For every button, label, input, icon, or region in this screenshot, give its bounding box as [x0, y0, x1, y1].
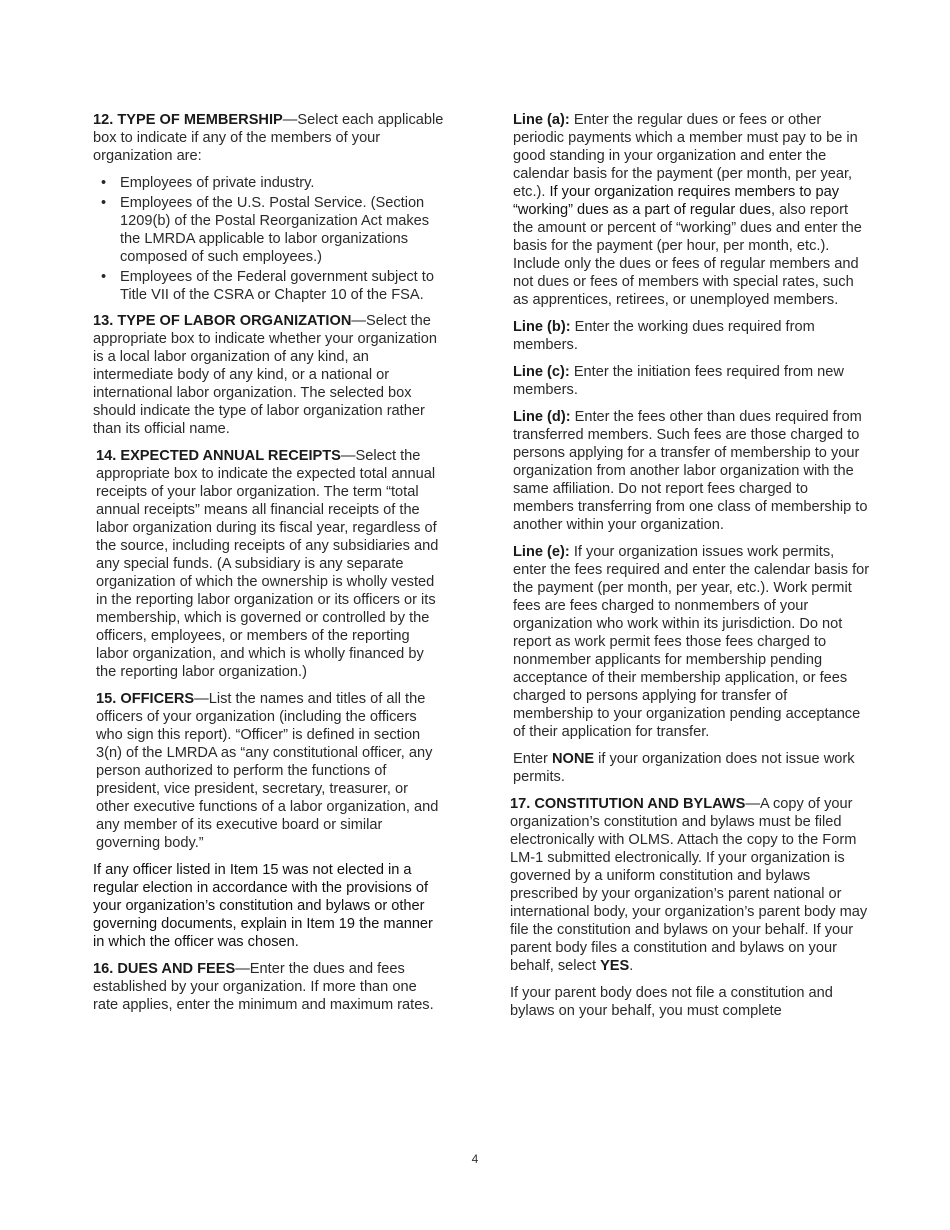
section-13-text: —Select the appropriate box to indicate whether your organization is a local labor organization of any kind, an intermediate body of any kind, or a national or international labor organization. The selected box should indicate the type of labor organization rather than its official name. [93, 313, 437, 437]
line-c-text: Enter the initiation fees required from new members. [513, 364, 844, 398]
section-13-heading: 13. TYPE OF LABOR ORGANIZATION [93, 313, 352, 329]
section-17-text: —A copy of your organization’s constitution and bylaws must be filed electronically with OLMS. Attach the copy to the Form LM-1 submitted electronically. If your organization is governed by a uniform constitution and bylaws prescribed by your organization’s parent national or international body, your organization’s parent body may file the constitution and bylaws on your behalf. If your parent body files a constitution and bylaws on your behalf, select [510, 796, 868, 974]
line-b [510, 318, 870, 354]
bullet-icon: • [101, 195, 107, 211]
line-e-label: Line (e): [513, 544, 570, 560]
section-14 [93, 447, 445, 681]
section-17-continued: If your parent body does not file a constitution and bylaws on your behalf, you must complete [510, 985, 833, 1019]
list-item [93, 268, 445, 304]
section-16-heading: 16. DUES AND FEES [93, 961, 236, 977]
section-17-heading: 17. CONSTITUTION AND BYLAWS [510, 796, 746, 812]
section-12-heading: 12. TYPE OF MEMBERSHIP [93, 112, 283, 128]
list-item-text: Employees of the U.S. Postal Service. (Section 1209(b) of the Postal Reorganization Act makes the LMRDA applicable to labor organizations composed of such employees.) [120, 195, 430, 265]
line-c-label: Line (c): [513, 364, 570, 380]
section-12-intro [93, 111, 445, 165]
right-column [510, 111, 870, 1029]
list-item [93, 194, 445, 266]
section-14-text: —Select the appropriate box to indicate the expected total annual receipts of your labor organization. The term “total annual receipts” means all financial receipts of the labor organization during its fiscal year, regardless of the source, including receipts of any subsidiaries and any special funds. (A subsidiary is any separate organization of which the ownership is wholly vested in the reporting labor organization or its officers or its membership, which is governed or controlled by the officers, employees, or members of the reporting labor organization, and which is wholly financed by the reporting labor organization.) [96, 448, 439, 680]
page-number: 4 [471, 1152, 479, 1166]
section-16-text: —Enter the dues and fees established by your organization. If more than one rate applies, enter the minimum and maximum rates. [93, 961, 434, 1013]
section-15 [93, 690, 445, 852]
section-15-note: If any officer listed in Item 15 was not elected in a regular election in accordance with the provisions of your organization’s constitution and bylaws or other governing documents, explain in Item 19 the manner in which the officer was chosen. [93, 862, 433, 950]
list-item-text: Employees of the Federal government subject to Title VII of the CSRA or Chapter 10 of the FSA. [120, 269, 434, 303]
line-d-label: Line (d): [513, 409, 571, 425]
none-note-post: if your organization does not issue work permits. [513, 751, 855, 785]
section-15-heading: 15. OFFICERS [96, 691, 195, 707]
line-a [510, 111, 870, 309]
none-note [510, 750, 870, 786]
line-b-label: Line (b): [513, 319, 571, 335]
bullet-icon: • [101, 175, 107, 191]
section-15-text: —List the names and titles of all the officers of your organization (including the officers who sign this report). “Officer” is defined in section 3(n) of the LMRDA as “any constitutional officer, any person authorized to perform the functions of president, vice president, secretary, treasurer, or other executive functions of a labor organization, and any member of its executive board or similar governing body.” [96, 691, 439, 851]
section-12-text: —Select each applicable box to indicate if any of the members of your organization are: [93, 112, 444, 164]
section-17 [510, 795, 870, 975]
line-d-text: Enter the fees other than dues required from transferred members. Such fees are those charged to persons applying for a transfer of membership to your organization from another labor organization with the same affiliation. Do not report fees charged to members transferring from one class of membership to another within your organization. [513, 409, 868, 533]
yes-keyword: YES [600, 958, 630, 974]
none-keyword: NONE [551, 751, 595, 767]
line-a-text-continued: , also report the amount or percent of “working” dues and enter the basis for the payment (per hour, per month, etc.). Include only the dues or fees of regular members and not dues or fees of members with special rates, such as apprentices, retirees, or unemployed members. [513, 202, 862, 308]
membership-list [93, 174, 445, 304]
line-d [510, 408, 870, 534]
list-item [93, 174, 445, 192]
line-e-text: If your organization issues work permits, enter the fees required and enter the calendar basis for the payment (per month, per year, etc.). Work permit fees are fees charged to nonmembers of your organization who work within its jurisdiction. Do not report as work permit fees those fees charged to nonmember applicants for membership pending acceptance of their membership application, or fees charged to persons applying for transfer of membership to your organization pending acceptance of their application for transfer. [513, 544, 870, 740]
line-a-working-dues-text: If your organization requires members to pay “working” dues as a part of regular dues [513, 184, 840, 218]
section-17-end: . [629, 958, 634, 974]
section-16 [93, 960, 445, 1014]
left-column [93, 111, 445, 1023]
line-b-text: Enter the working dues required from members. [513, 319, 815, 353]
line-a-text: Enter the regular dues or fees or other periodic payments which a member must pay to be in good standing in your organization and enter the calendar basis for the payment (per month, per year, etc.). [513, 112, 858, 200]
list-item-text: Employees of private industry. [120, 175, 315, 191]
line-c [510, 363, 870, 399]
section-14-heading: 14. EXPECTED ANNUAL RECEIPTS [96, 448, 341, 464]
none-note-pre: Enter [513, 751, 552, 767]
line-a-label: Line (a): [513, 112, 570, 128]
section-13 [93, 312, 445, 438]
line-e [510, 543, 870, 741]
bullet-icon: • [101, 269, 107, 285]
